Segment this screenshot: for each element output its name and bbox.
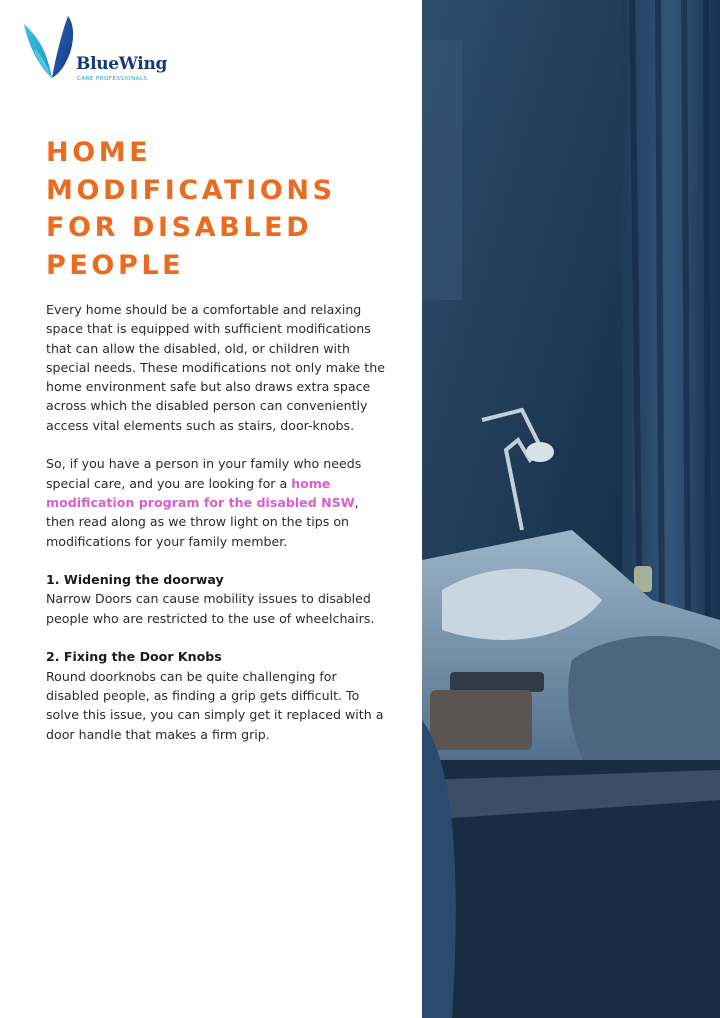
- bedroom-photo: [422, 0, 720, 1018]
- family-paragraph: [46, 454, 386, 550]
- intro-paragraph: Every home should be a comfortable and relaxing space that is equipped with sufficient modifications that can allow the disabled, old, or children with special needs. These modifications not only make the home environment safe but also draws extra space across which the disabled person can conveniently access vital elements such as stairs, door-knobs.: [46, 302, 385, 433]
- section-widening: [46, 570, 386, 628]
- section-heading: 2. Fixing the Door Knobs: [46, 649, 222, 665]
- article-body: [46, 300, 386, 763]
- butterfly-logo-icon: [22, 14, 82, 82]
- section-door-knobs: [46, 647, 386, 743]
- brand-logo: [22, 14, 172, 84]
- program-link[interactable]: home modification program for the disabled NSW: [46, 475, 355, 510]
- brand-name: BlueWing: [76, 54, 168, 74]
- page-title: HOME MODIFICATIONS FOR DISABLED PEOPLE: [46, 137, 336, 281]
- family-paragraph-text: So, if you have a person in your family who needs special care, and you are looking for a: [46, 456, 362, 491]
- section-body: Narrow Doors can cause mobility issues to disabled people who are restricted to the use of wheelchairs.: [46, 591, 375, 626]
- brand-tagline: CARE PROFESSIONALS: [77, 76, 148, 82]
- section-heading: 1. Widening the doorway: [46, 572, 224, 588]
- bedroom-photo-image: [422, 0, 720, 1018]
- section-body: Round doorknobs can be quite challenging for disabled people, as finding a grip gets difficult. To solve this issue, you can simply get it replaced with a door handle that makes a firm grip.: [46, 668, 384, 742]
- family-paragraph-text-end: , then read along as we throw light on the tips on modifications for your family member.: [46, 494, 359, 549]
